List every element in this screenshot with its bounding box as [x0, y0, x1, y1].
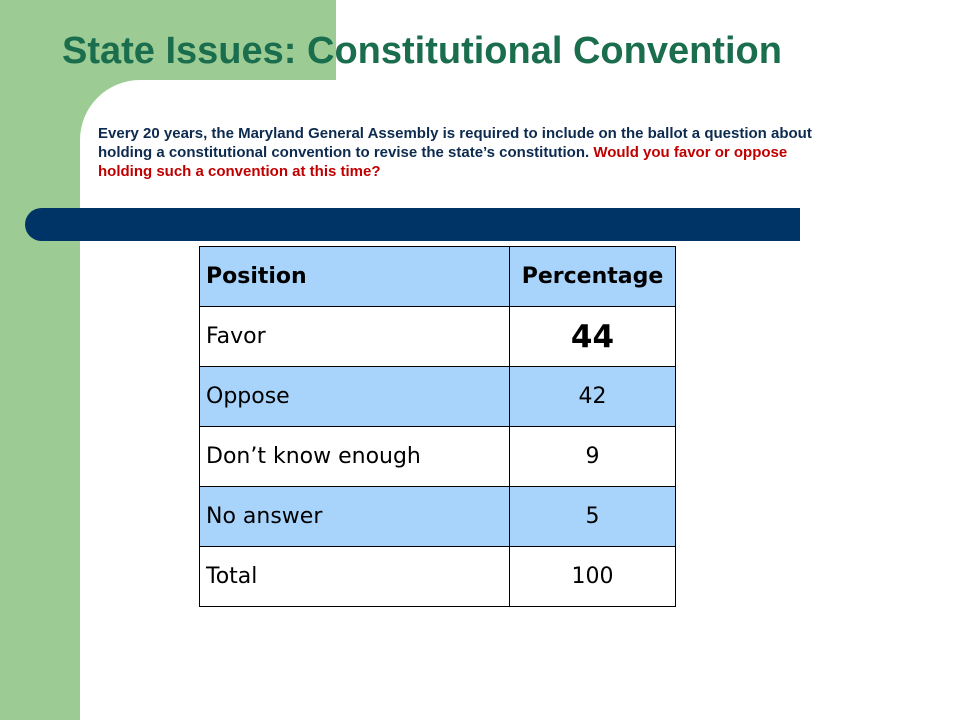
row-percentage: 42 — [510, 367, 676, 427]
header-percentage: Percentage — [510, 247, 676, 307]
results-table — [199, 246, 676, 607]
row-position: Favor — [200, 307, 510, 367]
table-header-row — [200, 247, 676, 307]
row-position: Oppose — [200, 367, 510, 427]
row-position: Total — [200, 547, 510, 607]
intro-text: Every 20 years, the Maryland General Assembly is required to include on the ballot a question about holding a constitutional convention to revise the state’s constitution. — [98, 125, 812, 161]
table-row — [200, 367, 676, 427]
sidebar-decoration — [0, 0, 80, 720]
intro-paragraph — [98, 124, 818, 181]
question-text: Would you favor or oppose holding such a convention at this time? — [98, 144, 788, 180]
table-row — [200, 307, 676, 367]
row-percentage: 100 — [510, 547, 676, 607]
slide-title: State Issues: Constitutional Convention — [62, 30, 782, 72]
row-position: Don’t know enough — [200, 427, 510, 487]
row-percentage: 44 — [510, 307, 676, 367]
row-percentage: 5 — [510, 487, 676, 547]
table-row — [200, 427, 676, 487]
table-row — [200, 487, 676, 547]
row-percentage: 9 — [510, 427, 676, 487]
row-position: No answer — [200, 487, 510, 547]
header-position: Position — [200, 247, 510, 307]
divider-bar — [25, 208, 800, 241]
table-row — [200, 547, 676, 607]
